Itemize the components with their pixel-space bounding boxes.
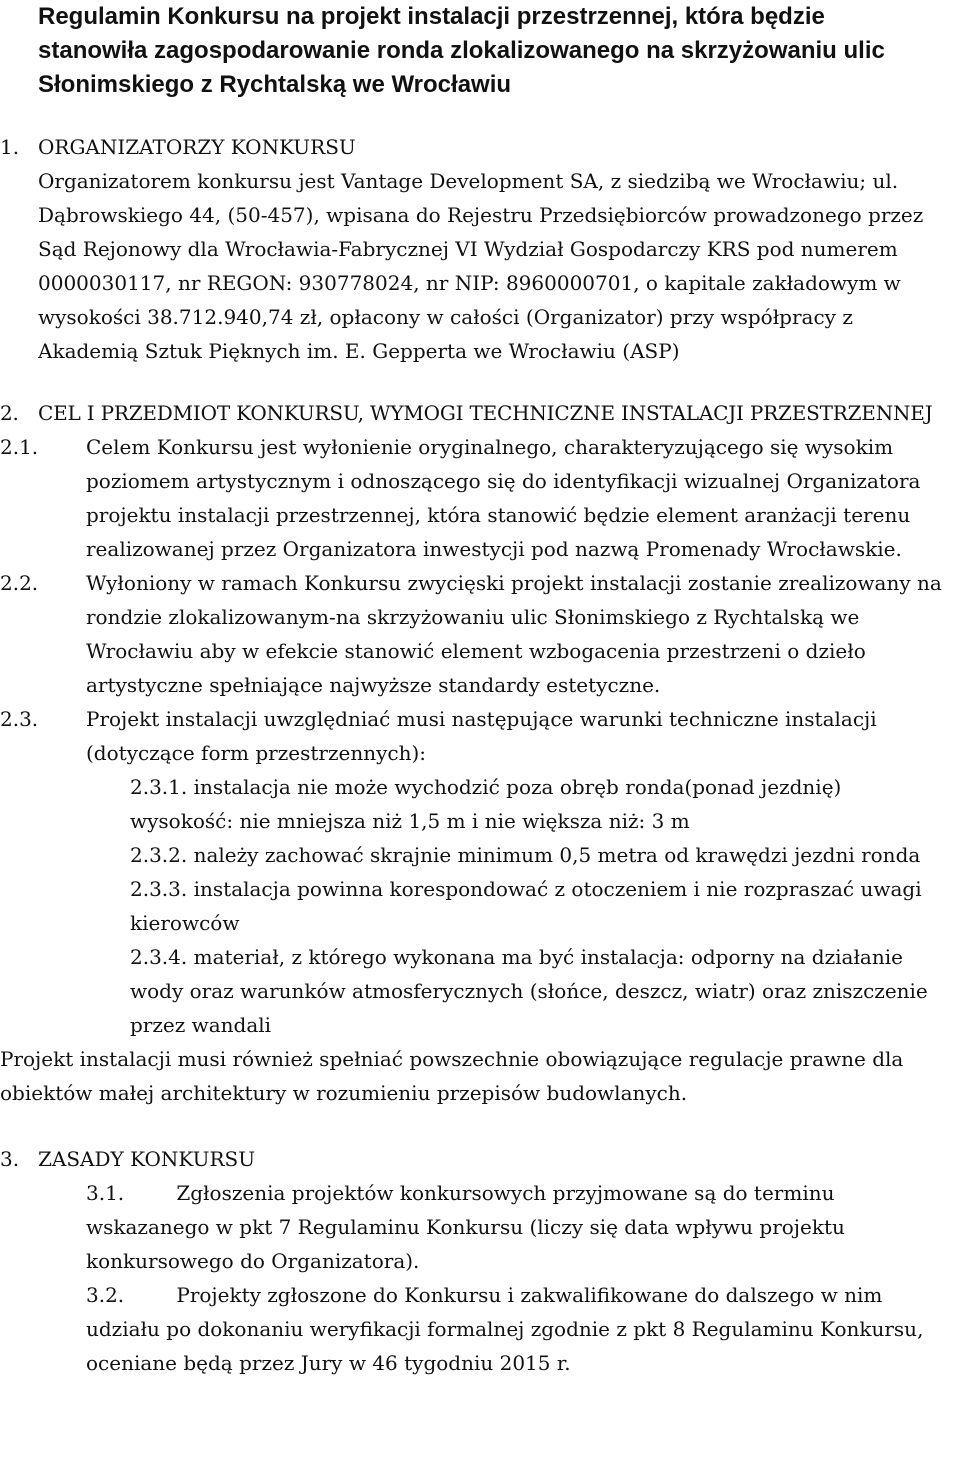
section-heading-rules bbox=[0, 1142, 942, 1176]
item-number: 2.3.2. bbox=[130, 843, 188, 867]
section-organizers bbox=[0, 130, 942, 368]
list-item-2-3-1 bbox=[38, 770, 942, 838]
list-item-3-2 bbox=[38, 1278, 942, 1380]
document-title: Regulamin Konkursu na projekt instalacji przestrzennej, która będzie stanowiła zagospodarowanie ronda zlokalizowanego na skrzyżowaniu ulic Słonimskiego z Rychtalską we Wrocławiu bbox=[38, 3, 885, 98]
section-number: 3. bbox=[0, 1147, 20, 1171]
section-rules bbox=[0, 1142, 942, 1380]
organizer-paragraph: Organizatorem konkursu jest Vantage Development SA, z siedzibą we Wrocławiu; ul. Dąbrowskiego 44, (50-457), wpisana do Rejestru Przedsiębiorców prowadzonego przez Sąd Rejonowy dla Wrocławia-Fabrycznej VI Wydział Gospodarczy KRS pod numerem 0000030117, nr REGON: 930778024, nr NIP: 8960000701, o kapitale zakładowym w wysokości 38.712.940,74 zł, opłacony w całości (Organizator) przy współpracy z Akademią Sztuk Pięknych im. E. Gepperta we Wrocławiu (ASP) bbox=[38, 169, 924, 363]
item-text: instalacja nie może wychodzić poza obręb ronda(ponad jezdnię) wysokość: nie mniejsza niż 1,5 m i nie większa niż: 3 m bbox=[130, 775, 842, 833]
section-number: 1. bbox=[0, 135, 20, 159]
item-number: 2.3. bbox=[0, 707, 39, 731]
item-text: instalacja powinna korespondować z otoczeniem i nie rozpraszać uwagi kierowców bbox=[130, 877, 922, 935]
item-number: 2.3.4. bbox=[130, 945, 188, 969]
list-item-2-3-2 bbox=[38, 838, 942, 872]
item-text: należy zachować skrajnie minimum 0,5 metra od krawędzi jezdni ronda bbox=[193, 843, 921, 867]
list-item-2-1 bbox=[0, 430, 942, 566]
item-text: Celem Konkursu jest wyłonienie oryginalnego, charakteryzującego się wysokim poziomem artystycznym i odnoszącego się do identyfikacji wizualnej Organizatora projektu instalacji przestrzennej, która stanowić będzie element aranżacji terenu realizowanej przez Organizatora inwestycji pod nazwą Promenady Wrocławskie. bbox=[86, 435, 921, 561]
section-title: CEL I PRZEDMIOT KONKURSU, WYMOGI TECHNICZNE INSTALACJI PRZESTRZENNEJ bbox=[38, 401, 933, 425]
section-goal-technical bbox=[0, 396, 942, 1110]
item-number: 3.2. bbox=[86, 1283, 125, 1307]
list-item-3-1 bbox=[38, 1176, 942, 1278]
item-number: 2.2. bbox=[0, 571, 39, 595]
item-number: 2.3.3. bbox=[130, 877, 188, 901]
item-text: Projekt instalacji uwzględniać musi następujące warunki techniczne instalacji (dotyczące form przestrzennych): bbox=[86, 707, 877, 765]
item-text: Projekty zgłoszone do Konkursu i zakwalifikowane do dalszego w nim udziału po dokonaniu weryfikacji formalnej zgodnie z pkt 8 Regulaminu Konkursu, oceniane będą przez Jury w 46 tygodniu 2015 r. bbox=[86, 1283, 924, 1375]
item-text: Wyłoniony w ramach Konkursu zwycięski projekt instalacji zostanie zrealizowany na rondzie zlokalizowanym-na skrzyżowaniu ulic Słonimskiego z Rychtalską we Wrocławiu aby w efekcie stanowić element wzbogacenia przestrzeni o dzieło artystyczne spełniające najwyższe standardy estetyczne. bbox=[86, 571, 942, 697]
item-number: 2.1. bbox=[0, 435, 39, 459]
list-item-2-3-4 bbox=[38, 940, 942, 1042]
section-number: 2. bbox=[0, 401, 19, 425]
section-title: ORGANIZATORZY KONKURSU bbox=[38, 135, 356, 159]
section-title: ZASADY KONKURSU bbox=[38, 1147, 256, 1171]
closing-paragraph: Projekt instalacji musi również spełniać powszechnie obowiązujące regulacje prawne dla obiektów małej architektury w rozumieniu przepisów budowlanych. bbox=[0, 1047, 904, 1105]
item-number: 2.3.1. bbox=[130, 775, 188, 799]
list-item-2-3 bbox=[0, 702, 942, 770]
item-text: materiał, z którego wykonana ma być instalacja: odporny na działanie wody oraz warunków atmosferycznych (słońce, deszcz, wiatr) oraz zniszczenie przez wandali bbox=[130, 945, 928, 1037]
section-heading-organizers bbox=[0, 130, 942, 164]
list-item-2-3-3 bbox=[38, 872, 942, 940]
item-text: Zgłoszenia projektów konkursowych przyjmowane są do terminu wskazanego w pkt 7 Regulaminu Konkursu (liczy się data wpływu projektu konkursowego do Organizatora). bbox=[86, 1181, 845, 1273]
list-item-2-2 bbox=[0, 566, 942, 702]
section-heading-goal bbox=[0, 396, 942, 430]
item-number: 3.1. bbox=[86, 1181, 125, 1205]
